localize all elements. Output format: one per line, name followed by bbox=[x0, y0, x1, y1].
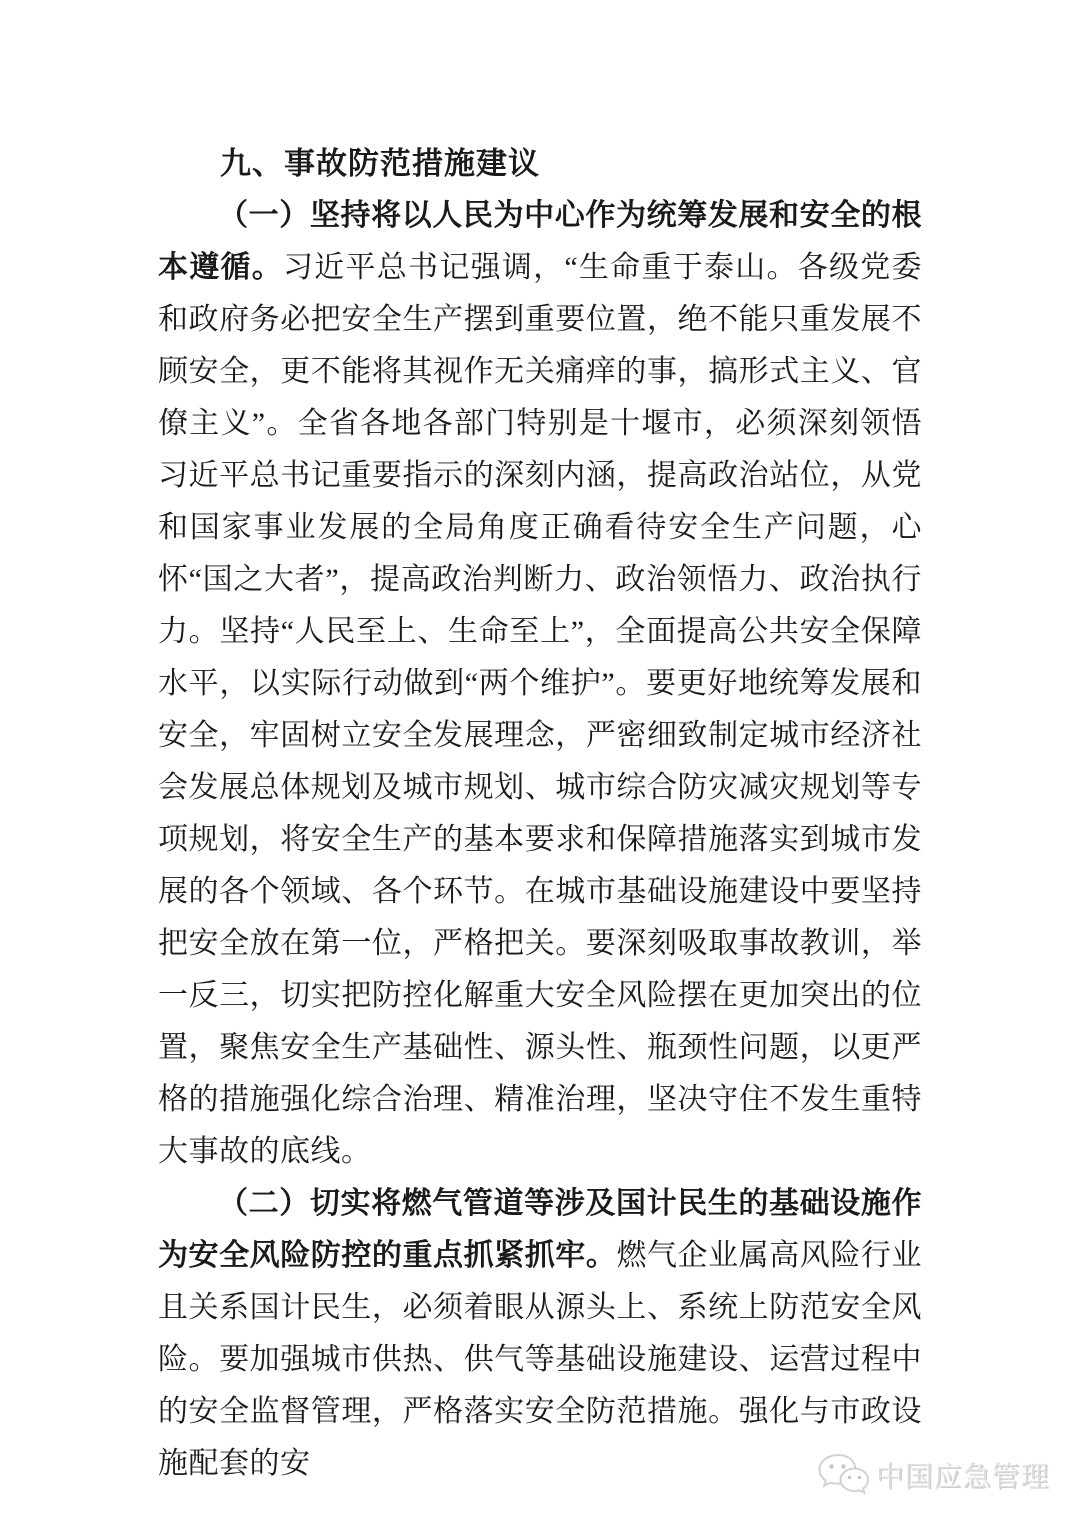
section-heading: 九、事故防范措施建议 bbox=[220, 146, 540, 181]
wechat-logo-icon bbox=[817, 1453, 869, 1497]
paragraph-2-lead: （二）切实将燃气管道等涉及国计民生的基础设施作为安全风险防控的重点抓紧抓牢。 bbox=[158, 1187, 922, 1272]
paragraph-1-body: 习近平总书记强调，“生命重于泰山。各级党委和政府务必把安全生产摆到重要位置，绝不能只重发展不顾安全，更不能将其视作无关痛痒的事，搞形式主义、官僚主义”。全省各地各部门特别是十堰市，必须深刻领悟习近平总书记重要指示的深刻内涵，提高政治站位，从党和国家事业发展的全局角度正确看待安全生产问题，心怀“国之大者”，提高政治判断力、政治领悟力、政治执行力。坚持“人民至上、生命至上”，全面提高公共安全保障水平，以实际行动做到“两个维护”。要更好地统筹发展和安全，牢固树立安全发展理念，严密细致制定城市经济社会发展总体规划及城市规划、城市综合防灾减灾规划等专项规划，将安全生产的基本要求和保障措施落实到城市发展的各个领域、各个环节。在城市基础设施建设中要坚持把安全放在第一位，严格把关。要深刻吸取事故教训，举一反三，切实把防控化解重大安全风险摆在更加突出的位置，聚焦安全生产基础性、源头性、瓶颈性问题，以更严格的措施强化综合治理、精准治理，坚决守住不发生重特大事故的底线。 bbox=[158, 251, 922, 1168]
paragraph-2-body: 燃气企业属高风险行业且关系国计民生，必须着眼从源头上、系统上防范安全风险。要加强城市供热、供气等基础设施建设、运营过程中的安全监督管理，严格落实安全防范措施。强化与市政设施配套的安 bbox=[158, 1239, 922, 1480]
watermark bbox=[817, 1453, 1050, 1497]
paragraph-1-lead: （一）坚持将以人民为中心作为统筹发展和安全的根本遵循。 bbox=[158, 199, 922, 284]
paragraph-1 bbox=[158, 190, 922, 1178]
watermark-label: 中国应急管理 bbox=[875, 1461, 1050, 1492]
paragraph-2 bbox=[158, 1178, 922, 1490]
